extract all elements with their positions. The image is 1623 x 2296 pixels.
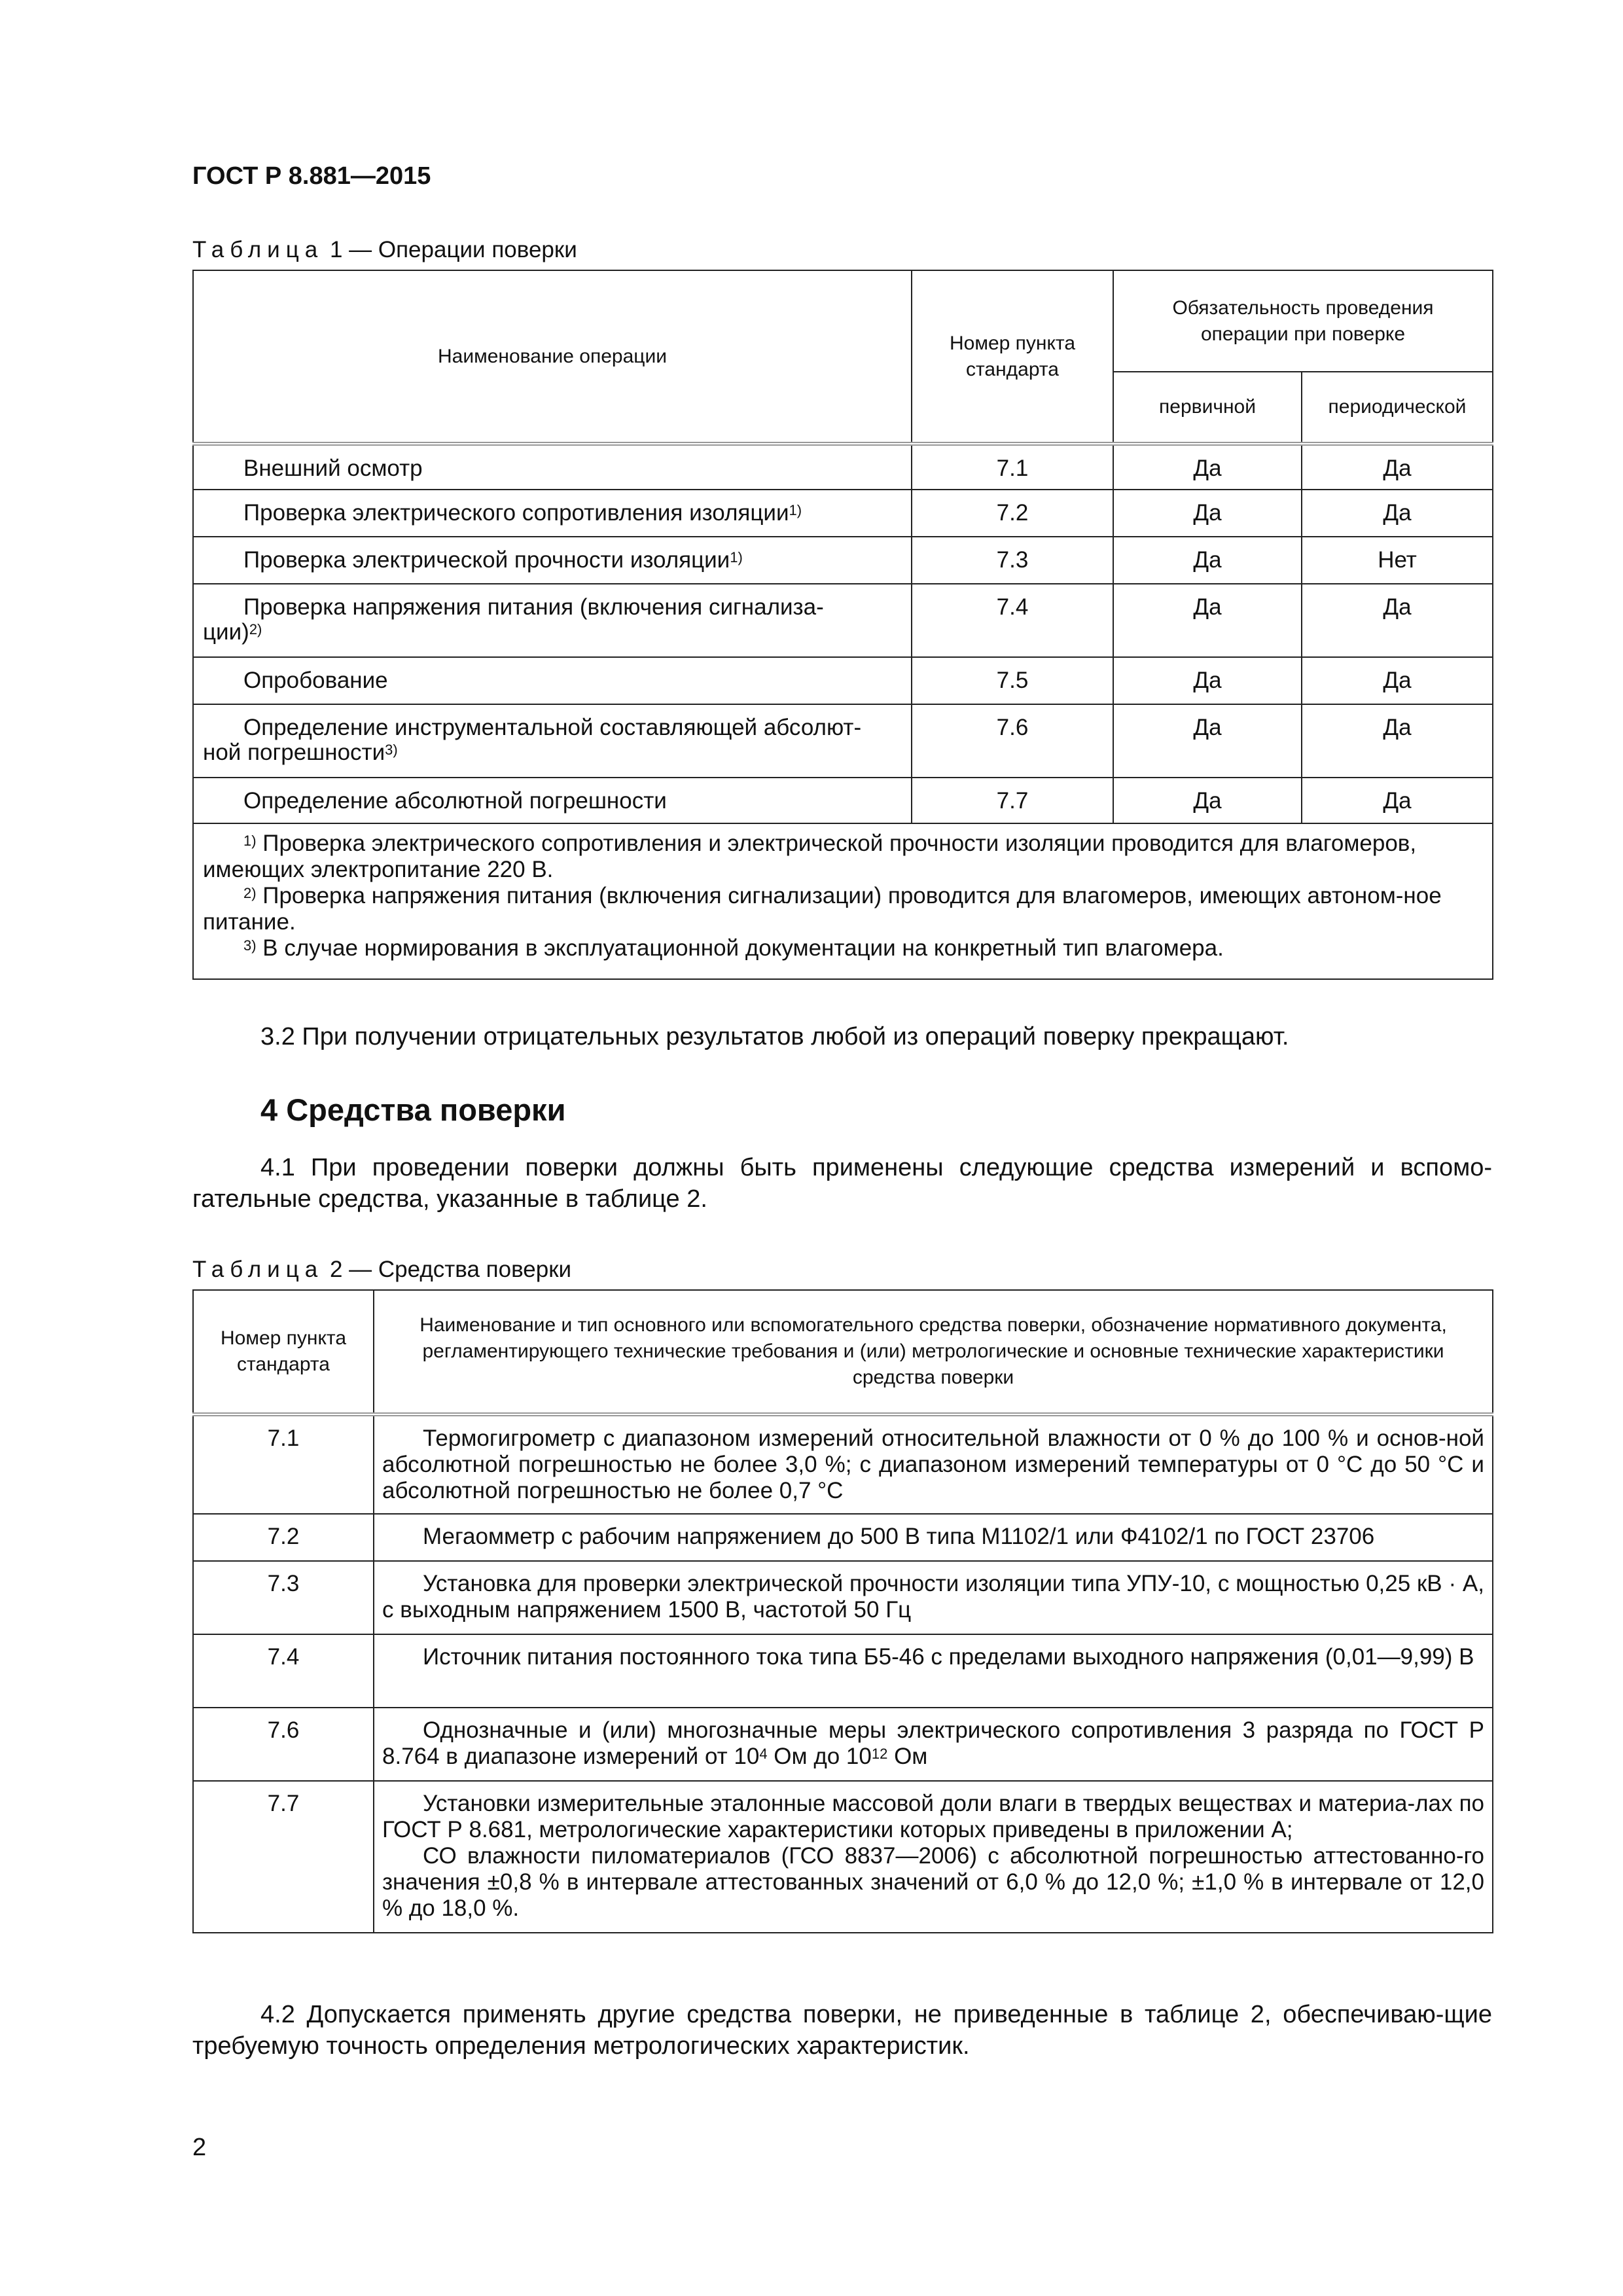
table1-row xyxy=(193,584,1493,657)
table2-row-text: Мегаомметр с рабочим напряжением до 500 В типа М1102/1 или Ф4102/1 по ГОСТ 23706 xyxy=(374,1514,1493,1561)
table1-row xyxy=(193,704,1493,778)
table1-row xyxy=(193,657,1493,704)
table1-op-primary: Да xyxy=(1113,778,1302,823)
table1 xyxy=(192,270,1493,980)
table2-row-text: Источник питания постоянного тока типа Б5-46 с пределами выходного напряжения (0,01—9,99) В xyxy=(374,1634,1493,1708)
table1-head-mandatory: Обязательность проведения операции при поверке xyxy=(1113,270,1493,372)
table1-op-periodic: Да xyxy=(1302,657,1493,704)
table1-caption-text: 1 — Операции поверки xyxy=(329,237,577,262)
table1-op-number: 7.1 xyxy=(912,444,1113,490)
table1-footnotes xyxy=(193,823,1493,979)
table1-row xyxy=(193,444,1493,490)
table2-row-number: 7.1 xyxy=(193,1414,374,1514)
table1-caption-label: Таблица xyxy=(192,237,324,262)
table1-head-periodic: периодической xyxy=(1302,372,1493,444)
table2-row xyxy=(193,1561,1493,1634)
table1-op-name: Проверка напряжения питания (включения сигнализа- ции)$^{2)}$ xyxy=(193,584,912,657)
table1-op-periodic: Да xyxy=(1302,704,1493,778)
table1-op-name: Опробование xyxy=(193,657,912,704)
table1-op-periodic: Да xyxy=(1302,778,1493,823)
table2-row-number: 7.2 xyxy=(193,1514,374,1561)
table2-caption-text: 2 — Средства поверки xyxy=(329,1257,572,1282)
table2-caption xyxy=(192,1257,571,1283)
table2-row xyxy=(193,1414,1493,1514)
table2-row-text: Термогигрометр с диапазоном измерений относительной влажности от 0 % до 100 % и основ-ной абсолютной погрешностью не более 3,0 %; с диапазоном измерений температуры от 0 °С до 50 °С и абсолютной погрешностью не более 0,7 °С xyxy=(374,1414,1493,1514)
table1-footnote: $^{3)}$ В случае нормирования в эксплуатационной документации на конкретный тип влагомера. xyxy=(243,935,1224,961)
table2-row-text: Установка для проверки электрической прочности изоляции типа УПУ-10, с мощностью 0,25 кВ · А, с выходным напряжением 1500 В, частотой 50 Гц xyxy=(374,1561,1493,1634)
table1-row xyxy=(193,490,1493,537)
table1-head-primary: первичной xyxy=(1113,372,1302,444)
table1-row xyxy=(193,778,1493,823)
table1-op-periodic: Нет xyxy=(1302,537,1493,584)
table2-caption-label: Таблица xyxy=(192,1257,324,1282)
table2-row-number: 7.6 xyxy=(193,1708,374,1781)
table1-op-name: Проверка электрического сопротивления изоляции$^{1)}$ xyxy=(193,490,912,537)
table1-op-periodic: Да xyxy=(1302,584,1493,657)
table1-op-periodic: Да xyxy=(1302,490,1493,537)
table1-op-number: 7.6 xyxy=(912,704,1113,778)
table1-op-name: Определение инструментальной составляющей абсолют- ной погрешности$^{3)}$ xyxy=(193,704,912,778)
table2-row-text: Однозначные и (или) многозначные меры электрического сопротивления 3 разряда по ГОСТ Р 8.764 в диапазоне измерений от $10^4$ Ом до $10^{12}$ Ом xyxy=(374,1708,1493,1781)
table2-row xyxy=(193,1634,1493,1708)
paragraph-3-2: 3.2 При получении отрицательных результатов любой из операций поверку прекращают. xyxy=(260,1023,1289,1050)
table1-op-number: 7.7 xyxy=(912,778,1113,823)
table2-row-number: 7.7 xyxy=(193,1781,374,1933)
table1-head-operation: Наименование операции xyxy=(193,270,912,444)
table1-op-primary: Да xyxy=(1113,657,1302,704)
table2-row-number: 7.4 xyxy=(193,1634,374,1708)
table1-row xyxy=(193,537,1493,584)
section-4-heading: 4 Средства поверки xyxy=(260,1092,566,1127)
table2-head-number: Номер пункта стандарта xyxy=(193,1290,374,1414)
table1-op-name: Внешний осмотр xyxy=(193,444,912,490)
table1-op-primary: Да xyxy=(1113,444,1302,490)
table1-op-name: Определение абсолютной погрешности xyxy=(193,778,912,823)
table2 xyxy=(192,1289,1493,1933)
table1-op-primary: Да xyxy=(1113,490,1302,537)
page-number: 2 xyxy=(192,2134,207,2161)
paragraph-4-2: 4.2 Допускается применять другие средства поверки, не приведенные в таблице 2, обеспечиваю-щие требуемую точность определения метрологических характеристик. xyxy=(192,2001,1492,2060)
table1-footnote: $^{2)}$ Проверка напряжения питания (включения сигнализации) проводится для влагомеров, имеющих автоном-ное питание. xyxy=(203,883,1442,935)
table1-op-number: 7.3 xyxy=(912,537,1113,584)
table1-op-periodic: Да xyxy=(1302,444,1493,490)
table1-op-number: 7.2 xyxy=(912,490,1113,537)
table2-row-text: Установки измерительные эталонные массовой доли влаги в твердых веществах и материа-лах по ГОСТ Р 8.681, метрологические характеристики которых приведены в приложении А; СО влажности пиломатериалов (ГСО 8837—2006) с абсолютной погрешностью аттестованно-го значения ±0,8 % в интервале аттестованных значений от 6,0 % до 12,0 %; ±1,0 % в интервале от 12,0 % до 18,0 %. xyxy=(374,1781,1493,1933)
table1-caption xyxy=(192,237,577,263)
table1-op-primary: Да xyxy=(1113,704,1302,778)
table2-row xyxy=(193,1781,1493,1933)
table1-op-primary: Да xyxy=(1113,584,1302,657)
table1-op-number: 7.5 xyxy=(912,657,1113,704)
table1-op-number: 7.4 xyxy=(912,584,1113,657)
table1-footnote: $^{1)}$ Проверка электрического сопротивления и электрической прочности изоляции проводится для влагомеров, имеющих электропитание 220 В. xyxy=(203,831,1417,882)
table2-head-description: Наименование и тип основного или вспомогательного средства поверки, обозначение нормативного документа, регламентирующего технические требования и (или) метрологические и основные технические характеристики средства поверки xyxy=(374,1290,1493,1414)
table2-row xyxy=(193,1514,1493,1561)
paragraph-4-1: 4.1 При проведении поверки должны быть применены следующие средства измерений и вспомо-гательные средства, указанные в таблице 2. xyxy=(192,1154,1492,1213)
document-header: ГОСТ Р 8.881—2015 xyxy=(192,162,431,190)
table2-row xyxy=(193,1708,1493,1781)
table1-op-name: Проверка электрической прочности изоляции$^{1)}$ xyxy=(193,537,912,584)
table1-head-number: Номер пункта стандарта xyxy=(912,270,1113,444)
table2-row-number: 7.3 xyxy=(193,1561,374,1634)
table1-op-primary: Да xyxy=(1113,537,1302,584)
